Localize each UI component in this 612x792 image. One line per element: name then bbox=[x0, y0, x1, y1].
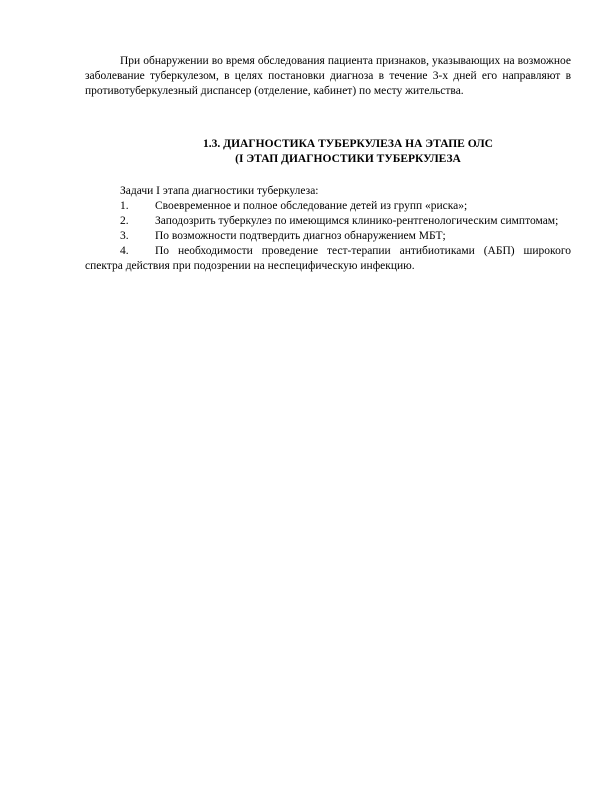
tasks-list bbox=[85, 184, 571, 274]
list-item bbox=[85, 199, 571, 214]
list-item bbox=[85, 229, 571, 244]
section-heading-line-1: 1.3. ДИАГНОСТИКА ТУБЕРКУЛЕЗА НА ЭТАПЕ ОЛС bbox=[203, 138, 493, 150]
list-item bbox=[85, 214, 571, 229]
section-heading bbox=[85, 137, 571, 167]
list-item-text: Заподозрить туберкулез по имеющимся клинико-рентгенологическим симптомам; bbox=[155, 215, 559, 227]
tasks-intro: Задачи I этапа диагностики туберкулеза: bbox=[120, 185, 319, 197]
list-item-text: По возможности подтвердить диагноз обнаружением МБТ; bbox=[155, 230, 446, 242]
section-heading-line-2: (I ЭТАП ДИАГНОСТИКИ ТУБЕРКУЛЕЗА bbox=[235, 153, 461, 165]
intro-paragraph: При обнаружении во время обследования пациента признаков, указывающих на возможное заболевание туберкулезом, в целях постановки диагноза в течение 3-х дней его направляют в противотуберкулезный диспансер (отделение, кабинет) по месту жительства. bbox=[85, 55, 571, 97]
page-content bbox=[85, 54, 571, 274]
list-item-text: Своевременное и полное обследование детей из групп «риска»; bbox=[155, 200, 468, 212]
list-item-number: 3. bbox=[120, 230, 129, 242]
list-item bbox=[85, 244, 571, 274]
list-item-number: 1. bbox=[120, 200, 129, 212]
list-item-number: 2. bbox=[120, 215, 129, 227]
list-item-number: 4. bbox=[120, 245, 129, 257]
list-item-text: По необходимости проведение тест-терапии антибиотиками (АБП) широкого спектра действия при подозрении на неспецифическую инфекцию. bbox=[85, 245, 571, 272]
